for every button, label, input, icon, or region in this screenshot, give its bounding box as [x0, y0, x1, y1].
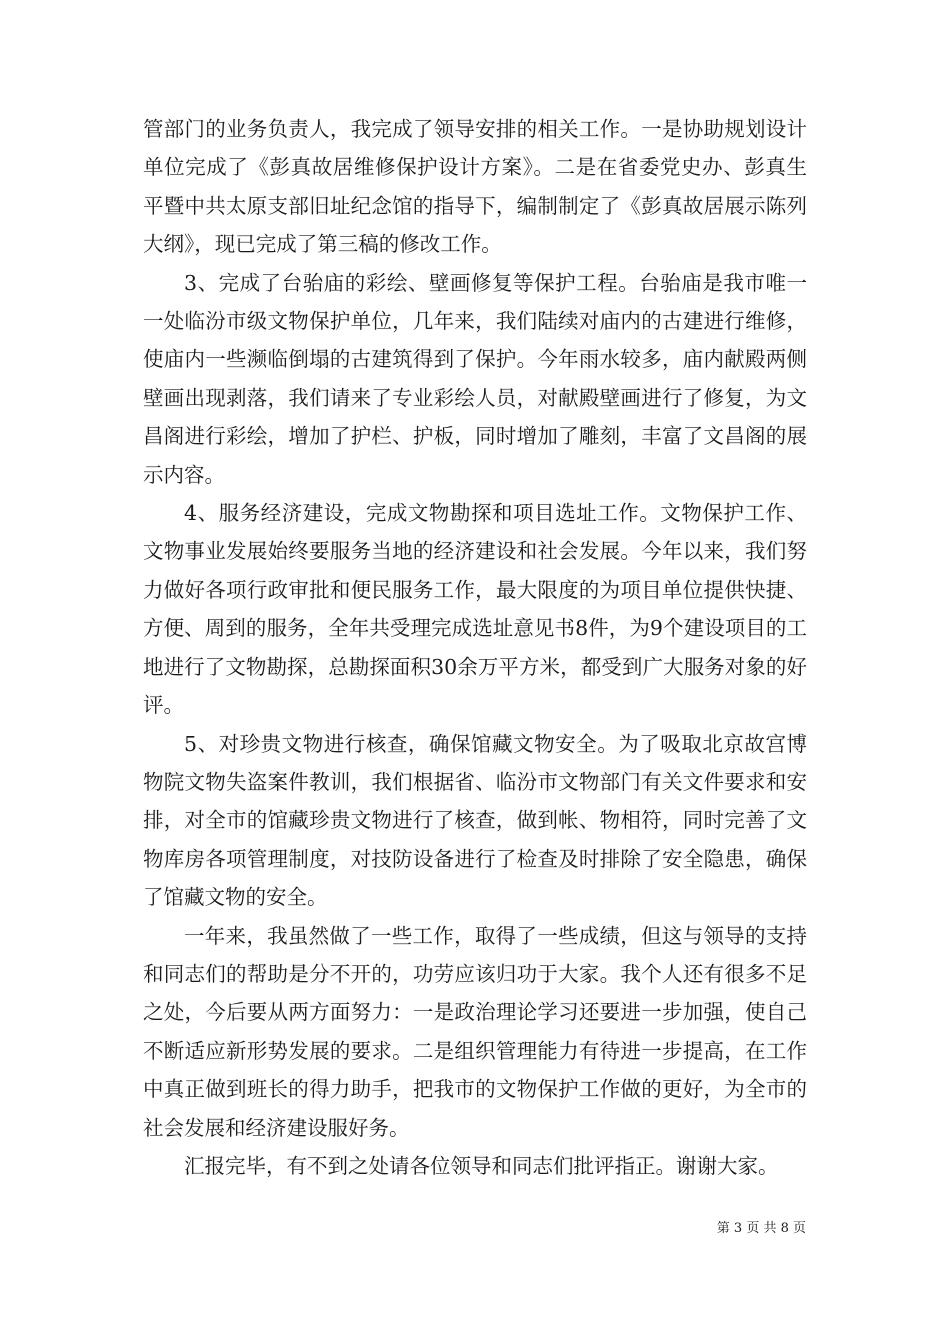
page-number-footer: 第 3 页 共 8 页: [716, 1221, 806, 1236]
paragraph-closing: 汇报完毕，有不到之处请各位领导和同志们批评指正。谢谢大家。: [184, 1153, 779, 1178]
paragraph-continuation: 管部门的业务负责人，我完成了领导安排的相关工作。一是协助规划设计单位完成了《彭真故居维修保护设计方案》。二是在省委党史办、彭真生平暨中共太原支部旧址纪念馆的指导下，编制制定了《彭真故居展示陈列大纲》，现已完成了第三稿的修改工作。: [143, 117, 807, 257]
paragraph-item-4: 4、服务经济建设，完成文物勘探和项目选址工作。文物保护工作、文物事业发展始终要服务当地的经济建设和社会发展。今年以来，我们努力做好各项行政审批和便民服务工作，最大限度的为项目单位提供快捷、方便、周到的服务，全年共受理完成选址意见书8件，为9个建设项目的工地进行了文物勘探，总勘探面积30余万平方米，都受到广大服务对象的好评。: [143, 501, 807, 718]
document-body: [143, 110, 807, 1185]
paragraph-summary: 一年来，我虽然做了一些工作，取得了一些成绩，但这与领导的支持和同志们的帮助是分不开的，功劳应该归功于大家。我个人还有很多不足之处，今后要从两方面努力：一是政治理论学习还要进一步加强，使自己不断适应新形势发展的要求。二是组织管理能力有待进一步提高，在工作中真正做到班长的得力助手，把我市的文物保护工作做的更好，为全市的社会发展和经济建设服好务。: [143, 923, 807, 1140]
paragraph-item-5: 5、对珍贵文物进行核查，确保馆藏文物安全。为了吸取北京故宫博物院文物失盗案件教训，我们根据省、临汾市文物部门有关文件要求和安排，对全市的馆藏珍贵文物进行了核查，做到帐、物相符，同时完善了文物库房各项管理制度，对技防设备进行了检查及时排除了安全隐患，确保了馆藏文物的安全。: [143, 731, 807, 910]
paragraph-item-3: 3、完成了台骀庙的彩绘、壁画修复等保护工程。台骀庙是我市唯一一处临汾市级文物保护单位，几年来，我们陆续对庙内的古建进行维修，使庙内一些濒临倒塌的古建筑得到了保护。今年雨水较多，庙内献殿两侧壁画出现剥落，我们请来了专业彩绘人员，对献殿壁画进行了修复，为文昌阁进行彩绘，增加了护栏、护板，同时增加了雕刻，丰富了文昌阁的展示内容。: [143, 270, 807, 487]
